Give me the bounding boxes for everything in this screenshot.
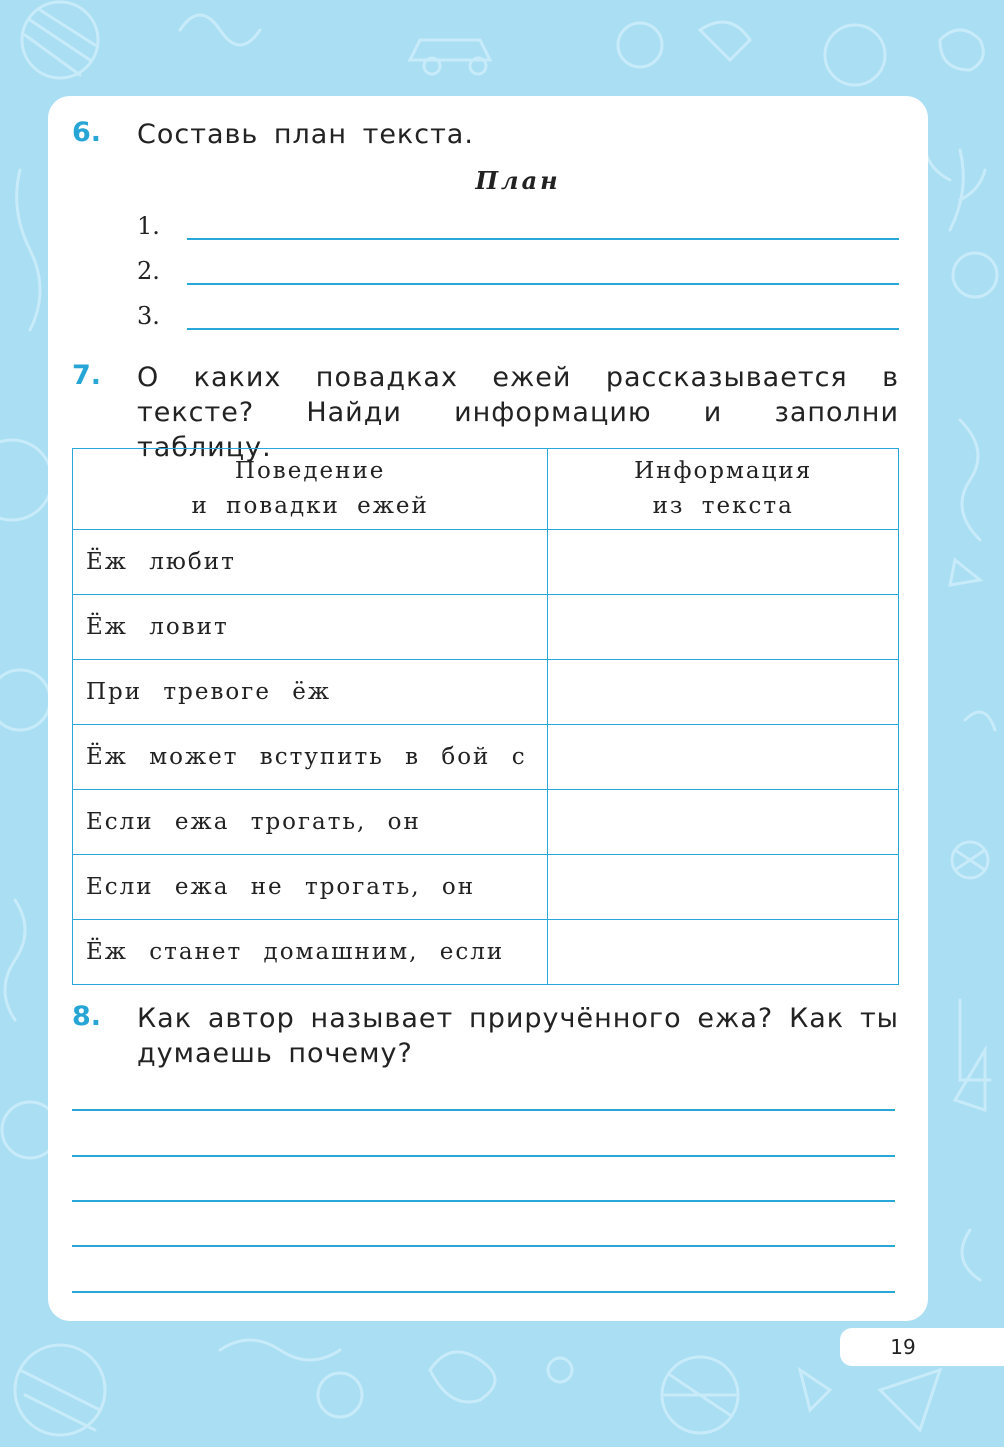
page-number: 19 [890,1335,916,1359]
table-row [73,725,899,790]
plan-answer-line-3[interactable] [187,328,899,330]
answer-cell[interactable] [548,725,899,790]
answer-line-5[interactable] [72,1291,895,1293]
plan-item-1 [137,212,899,246]
answer-cell[interactable] [548,595,899,660]
table-row [73,790,899,855]
answer-cell[interactable] [548,920,899,985]
table-row [73,920,899,985]
table-row [73,855,899,920]
plan-item-2 [137,257,899,291]
header-line: из текста [652,493,794,519]
behavior-cell: Ёж любит [73,530,548,595]
header-line: и повадки ежей [191,493,429,519]
header-line: Информация [634,458,813,484]
task-8-number: 8. [72,1001,102,1032]
plan-answer-line-2[interactable] [187,283,899,285]
task-7-number: 7. [72,360,102,391]
table-header-behavior [73,449,548,530]
answer-line-3[interactable] [72,1200,895,1202]
behavior-cell: Ёж может вступить в бой с [73,725,548,790]
task-8-text: Как автор называет приручённого ежа? Как ты думаешь почему? [137,1003,899,1069]
behavior-table [72,448,899,985]
plan-item-3 [137,302,899,336]
table-row [73,660,899,725]
plan-title: План [475,166,561,195]
behavior-cell: Ёж станет домашним, если [73,920,548,985]
answer-line-1[interactable] [72,1109,895,1111]
answer-line-2[interactable] [72,1155,895,1157]
behavior-cell: Ёж ловит [73,595,548,660]
answer-cell[interactable] [548,855,899,920]
answer-cell[interactable] [548,660,899,725]
task-6-number: 6. [72,117,102,148]
task-6-text: Составь план текста. [137,119,474,150]
plan-item-number: 3. [137,302,160,330]
table-header-row [73,449,899,530]
plan-item-number: 1. [137,212,160,240]
table-header-info [548,449,899,530]
table-row [73,595,899,660]
task-7-text: О каких повадках ежей рассказывается в тексте? Найди информацию и заполни таблицу. [137,362,899,463]
plan-answer-line-1[interactable] [187,238,899,240]
answer-cell[interactable] [548,790,899,855]
behavior-cell: Если ежа не трогать, он [73,855,548,920]
behavior-cell: Если ежа трогать, он [73,790,548,855]
plan-item-number: 2. [137,257,160,285]
answer-line-4[interactable] [72,1245,895,1247]
header-line: Поведение [234,458,386,484]
answer-cell[interactable] [548,530,899,595]
behavior-cell: При тревоге ёж [73,660,548,725]
table-row [73,530,899,595]
